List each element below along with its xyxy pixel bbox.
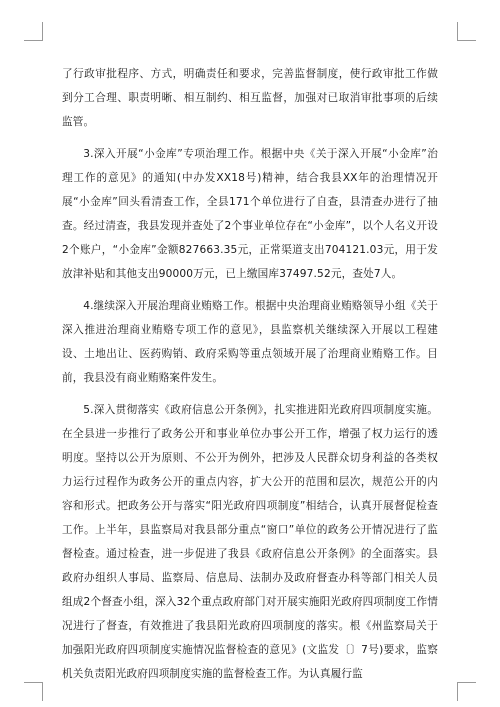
paragraph-continuation: 了行政审批程序、方式，明确责任和要求，完善监督制度，使行政审批工作做到分工合理、职责明晰、相互制约、相互监督，加强对已取消审批事项的后续监管。 xyxy=(62,68,438,128)
crop-mark-bottom-right xyxy=(457,682,476,701)
paragraph-4-commercial-bribery: 4.继续深入开展治理商业贿赂工作。根据中央治理商业贿赂领导小组《关于深入推进治理商业贿赂专项工作的意见》，县监察机关继续深入开展以工程建设、土地出让、医药购销、政府采购等重点领域开展了治理商业贿赂工作。目前，我县没有商业贿赂案件发生。 xyxy=(62,300,438,384)
crop-mark-top-left xyxy=(24,22,43,41)
crop-mark-bottom-left xyxy=(24,682,43,701)
document-body xyxy=(62,62,438,686)
paragraph-3-xiaojinku: 3.深入开展“小金库”专项治理工作。根据中央《关于深入开展“小金库”治理工作的意见》的通知(中办发XX18号)精神，结合我县XX年的治理情况开展“小金库”回头看清查工作，全县171个单位进行了自查，县清查办进行了抽查。经过清查，我县发现并查处了2个事业单位存在“小金库”，以个人名义开设2个账户，“小金库”金额827663.35元，正常渠道支出704121.03元，用于发放津补贴和其他支出90000万元，已上缴国库37497.52元，查处7人。 xyxy=(62,148,438,280)
paragraph-5-government-disclosure: 5.深入贯彻落实《政府信息公开条例》，扎实推进阳光政府四项制度实施。在全县进一步推行了政务公开和事业单位办事公开工作，增强了权力运行的透明度。坚持以公开为原则、不公开为例外，把涉及人民群众切身利益的各类权力运行过程作为政务公开的重点内容，扩大公开的范围和层次，规范公开的内容和形式。把政务公开与落实“阳光政府四项制度”相结合，认真开展督促检查工作。上半年，县监察局对我县部分重点“窗口”单位的政务公开情况进行了监督检查。通过检查，进一步促进了我县《政府信息公开条例》的全面落实。县政府办组织人事局、监察局、信息局、法制办及政府督查办科等部门相关人员组成2个督查小组，深入32个重点政府部门对开展实施阳光政府四项制度工作情况进行了督查，有效推进了我县阳光政府四项制度的落实。根《州监察局关于加强阳光政府四项制度实施情况监督检查的意见》(文监发〔〕7号)要求，监察机关负责阳光政府四项制度实施的监督检查工作。为认真履行监 xyxy=(62,404,438,680)
crop-mark-top-right xyxy=(457,22,476,41)
